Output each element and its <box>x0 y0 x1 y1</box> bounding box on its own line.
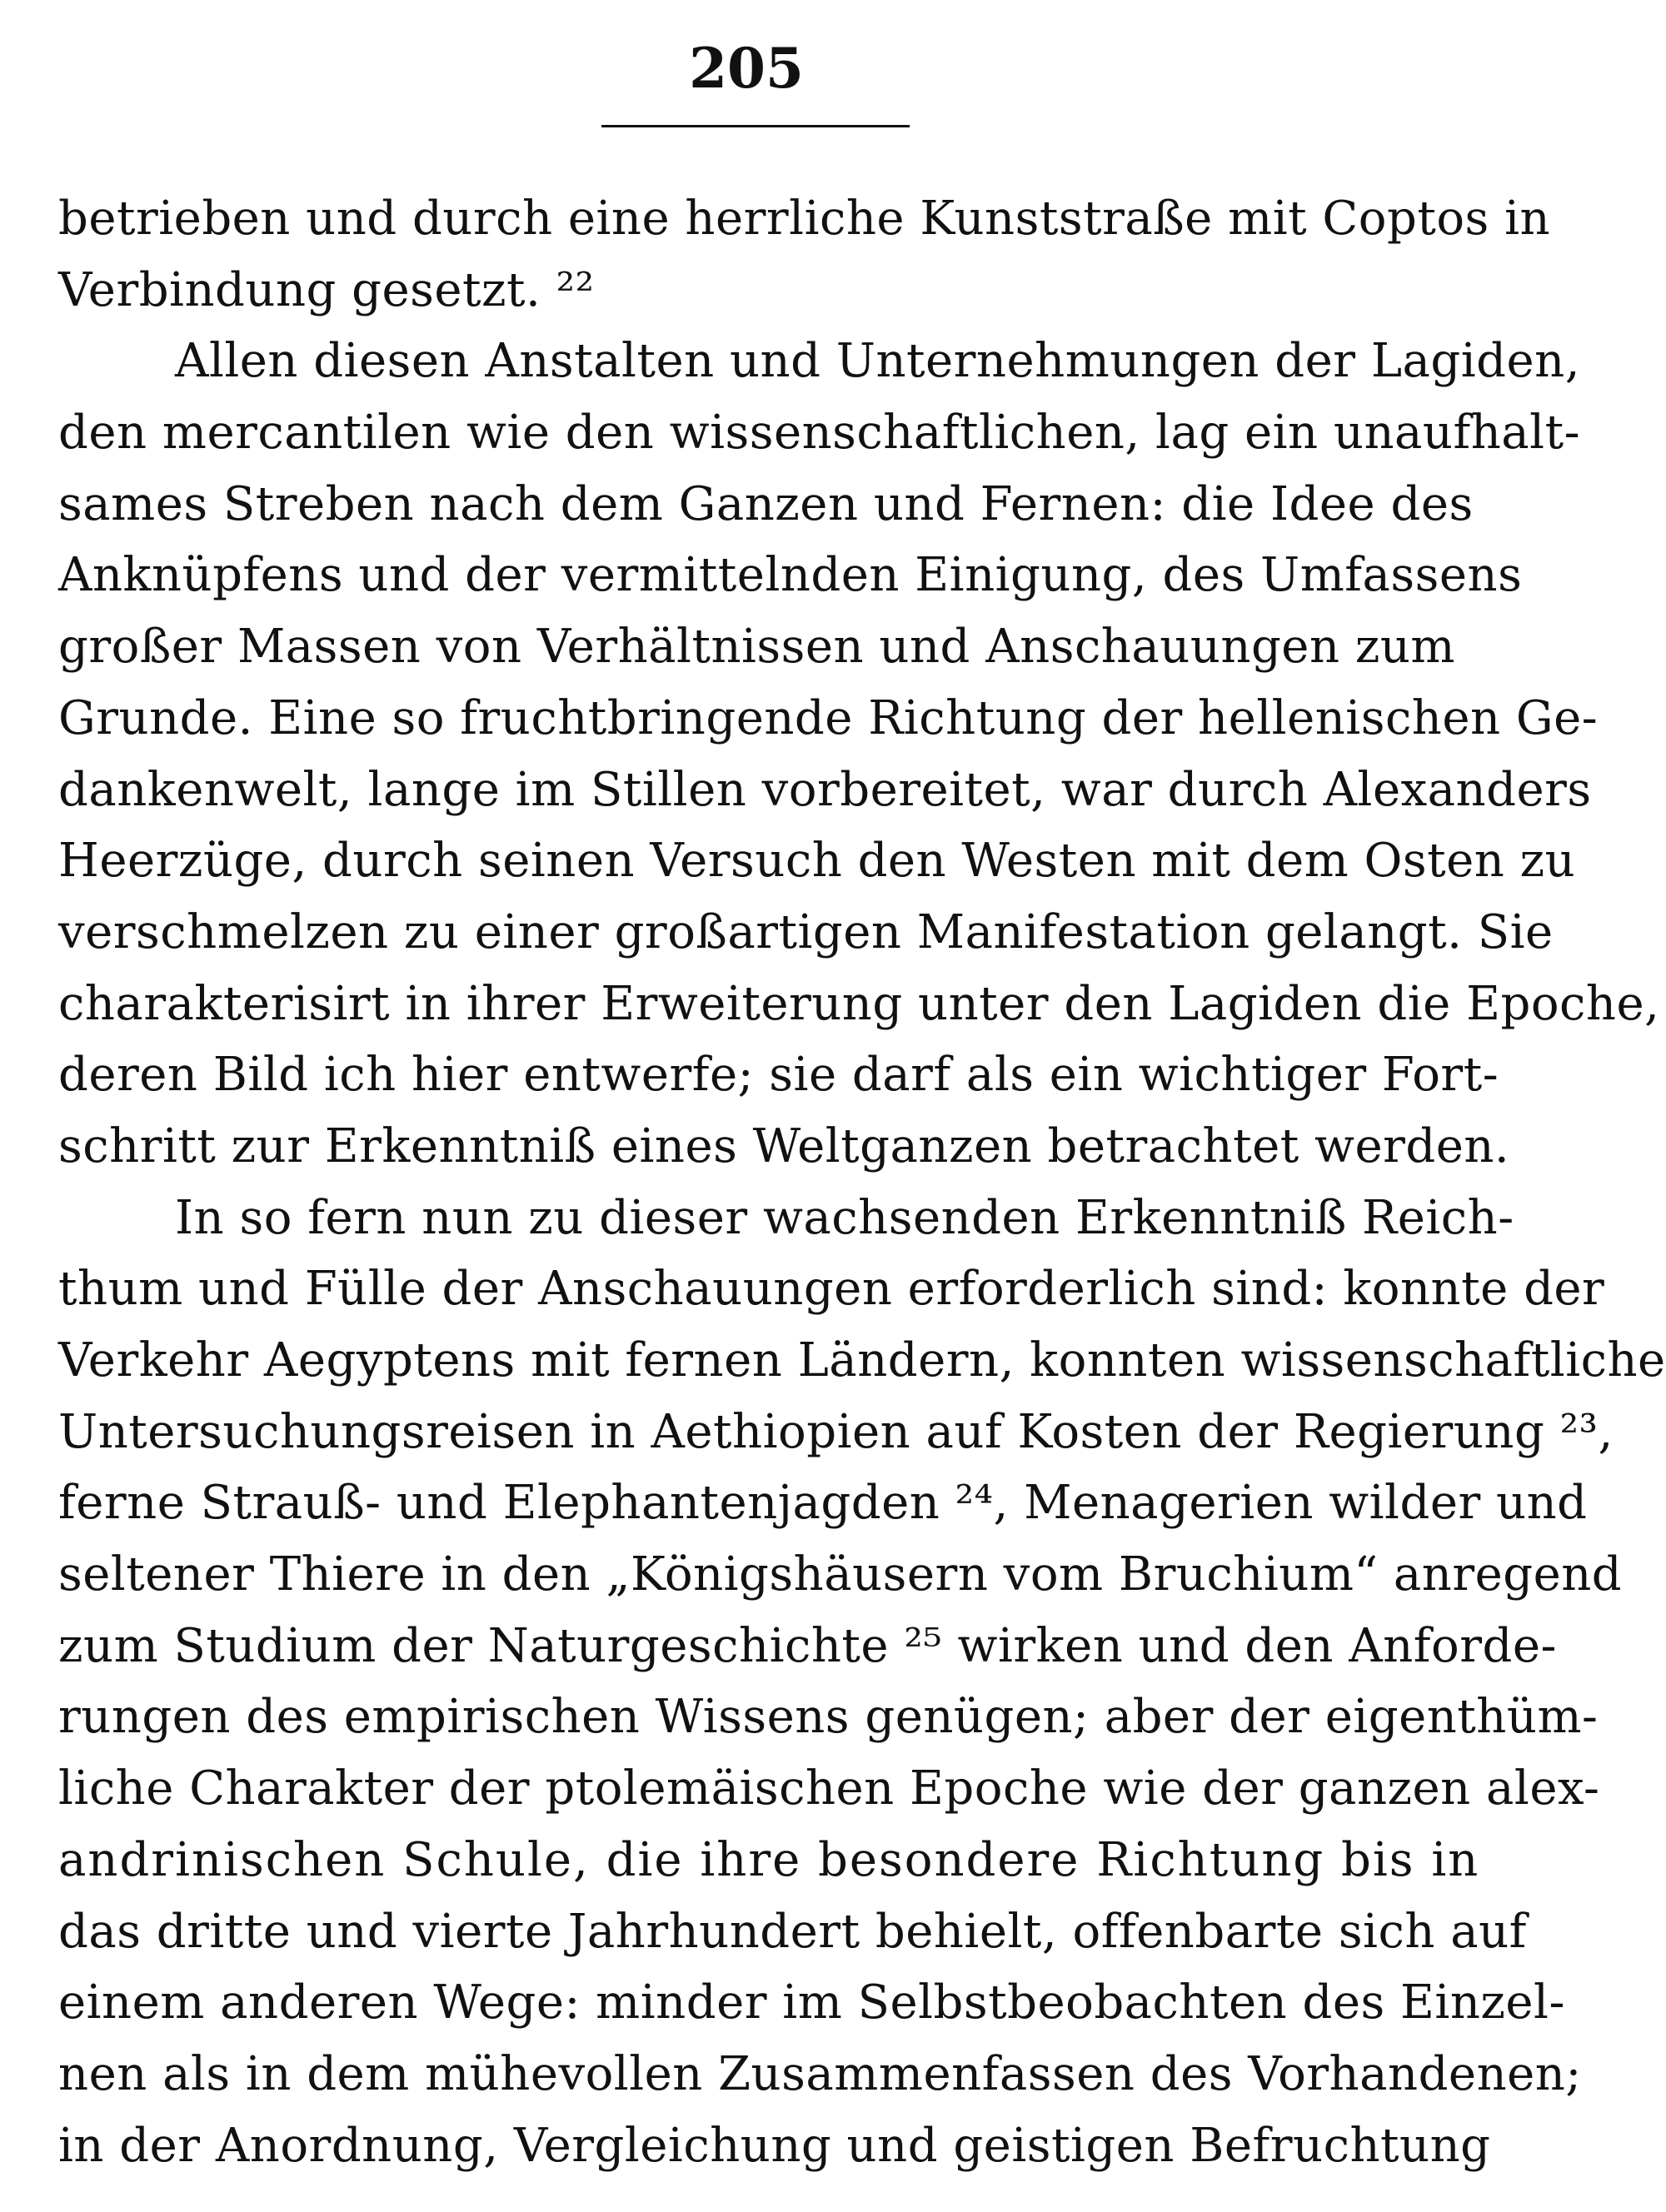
text-line: in der Anordnung, Vergleichung und geistigen Befruchtung <box>58 2118 1491 2173</box>
text-line: Grunde. Eine so fruchtbringende Richtung der hellenischen Ge- <box>58 690 1599 745</box>
text-line: In so fern nun zu dieser wachsenden Erkenntniß Reich- <box>175 1190 1514 1245</box>
text-line: Anknüpfens und der vermittelnden Einigung, des Umfassens <box>58 548 1523 603</box>
text-line: charakterisirt in ihrer Erweiterung unter den Lagiden die Epoche, <box>58 976 1660 1031</box>
text-line: liche Charakter der ptolemäischen Epoche wie der ganzen alex- <box>58 1761 1600 1816</box>
text-line: schritt zur Erkenntniß eines Weltganzen betrachtet werden. <box>58 1118 1510 1173</box>
body-text <box>58 183 1666 2181</box>
text-line: Verbindung gesetzt. ²² <box>58 262 595 317</box>
text-line: Heerzüge, durch seinen Versuch den Westen mit dem Osten zu <box>58 834 1576 889</box>
text-line: sames Streben nach dem Ganzen und Fernen: die Idee des <box>58 476 1474 531</box>
text-line: thum und Fülle der Anschauungen erforderlich sind: konnte der <box>58 1262 1605 1317</box>
text-line: großer Massen von Verhältnissen und Anschauungen zum <box>58 620 1455 675</box>
header-rule <box>601 125 910 127</box>
text-line: dankenwelt, lange im Stillen vorbereitet, war durch Alexanders <box>58 762 1592 817</box>
text-line: andrinischen Schule, die ihre besondere Richtung bis in <box>58 1832 1480 1887</box>
text-line: verschmelzen zu einer großartigen Manifestation gelangt. Sie <box>58 904 1554 959</box>
text-line: deren Bild ich hier entwerfe; sie darf als ein wichtiger Fort- <box>58 1048 1499 1103</box>
text-line: seltener Thiere in den „Königshäusern vom Bruchium“ anregend <box>58 1547 1623 1602</box>
text-line: nen als in dem mühevollen Zusammenfassen des Vorhandenen; <box>58 2046 1582 2101</box>
text-line: das dritte und vierte Jahrhundert behielt, offenbarte sich auf <box>58 1904 1527 1959</box>
text-line: Allen diesen Anstalten und Unternehmungen der Lagiden, <box>175 334 1581 389</box>
text-line: Verkehr Aegyptens mit fernen Ländern, konnten wissenschaftliche <box>58 1333 1666 1387</box>
text-line: rungen des empirischen Wissens genügen; aber der eigenthüm- <box>58 1690 1599 1745</box>
text-line: einem anderen Wege: minder im Selbstbeobachten des Einzel- <box>58 1975 1565 2030</box>
text-line: Untersuchungsreisen in Aethiopien auf Kosten der Regierung ²³, <box>58 1404 1614 1459</box>
text-line: den mercantilen wie den wissenschaftlichen, lag ein unaufhalt- <box>58 406 1580 461</box>
text-line: zum Studium der Naturgeschichte ²⁵ wirken und den Anforde- <box>58 1618 1557 1673</box>
text-line: betrieben und durch eine herrliche Kunststraße mit Coptos in <box>58 192 1551 246</box>
page-number: 205 <box>689 36 804 101</box>
text-line: ferne Strauß- und Elephantenjagden ²⁴, Menagerien wilder und <box>58 1476 1588 1531</box>
